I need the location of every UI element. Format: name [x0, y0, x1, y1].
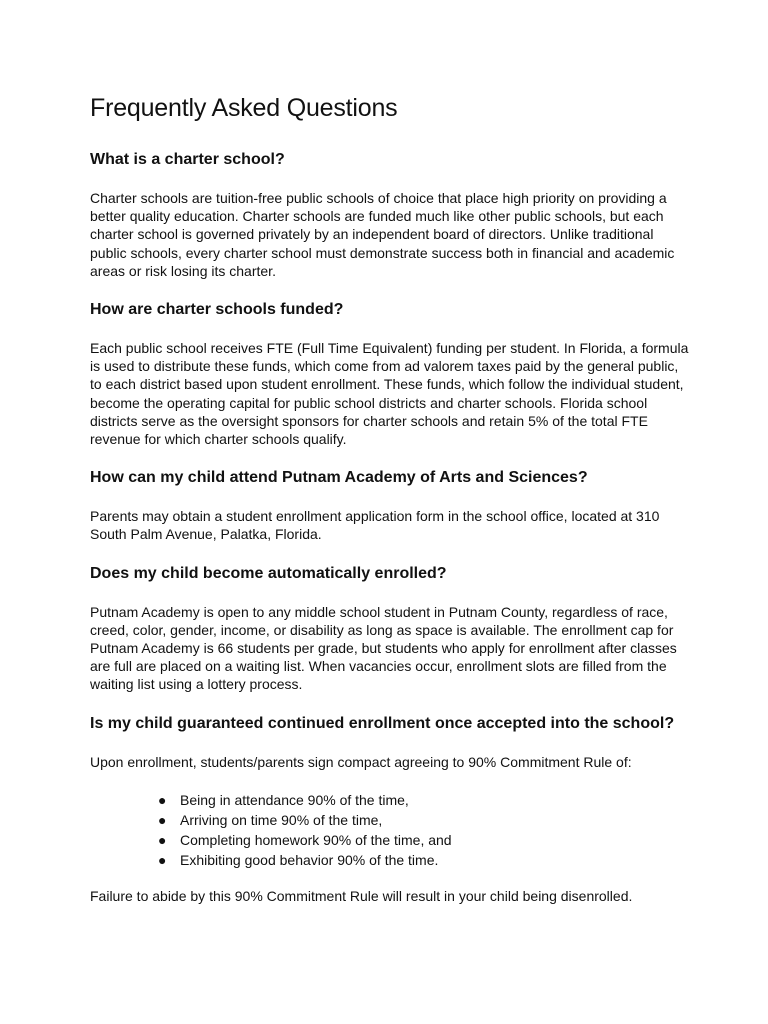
list-item-text: Exhibiting good behavior 90% of the time. — [180, 851, 439, 868]
list-item — [158, 850, 690, 870]
document-page — [90, 92, 690, 924]
faq-answer-4: Putnam Academy is open to any middle school student in Putnam County, regardless of race, creed, color, gender, income, or disability as long as space is available. The enrollment cap for Putnam Academy is 66 students per grade, but students who apply for enrollment after classes are full are placed on a waiting list. When vacancies occur, enrollment slots are filled from the waiting list using a lottery process. — [90, 603, 677, 693]
faq-question-5: Is my child guaranteed continued enrollment once accepted into the school? — [90, 714, 675, 732]
bullet-icon: ● — [158, 791, 167, 808]
faq-question-1: What is a charter school? — [90, 151, 285, 168]
list-item — [158, 790, 690, 810]
faq-answer-3: Parents may obtain a student enrollment application form in the school office, located at 310 South Palm Avenue, Palatka, Florida. — [90, 508, 660, 543]
bullet-icon: ● — [158, 811, 167, 828]
faq-question-4: Does my child become automatically enrolled? — [90, 564, 447, 582]
faq-answer-5: Upon enrollment, students/parents sign compact agreeing to 90% Commitment Rule of: — [90, 753, 632, 770]
bullet-icon: ● — [158, 831, 167, 848]
page-title: Frequently Asked Questions — [90, 94, 398, 122]
faq-footer-note: Failure to abide by this 90% Commitment Rule will result in your child being disenrolled. — [90, 887, 633, 904]
faq-answer-1: Charter schools are tuition-free public schools of choice that place high priority on providing a better quality education. Charter schools are funded much like other public schools, but each charter school is governed privately by an independent board of directors. Unlike traditional public schools, every charter school must demonstrate success both in financial and academic areas or risk losing its charter. — [90, 190, 675, 279]
list-item-text: Being in attendance 90% of the time, — [180, 791, 409, 808]
list-item-text: Arriving on time 90% of the time, — [180, 811, 383, 828]
list-item-text: Completing homework 90% of the time, and — [180, 831, 452, 848]
list-item — [158, 830, 690, 850]
faq-question-3: How can my child attend Putnam Academy of Arts and Sciences? — [90, 469, 588, 487]
faq-answer-2: Each public school receives FTE (Full Time Equivalent) funding per student. In Florida, a formula is used to distribute these funds, which come from ad valorem taxes paid by the general public, to each district based upon student enrollment. These funds, which follow the individual student, become the operating capital for public school districts and charter schools. Florida school districts serve as the oversight sponsors for charter schools and retain 5% of the total FTE revenue for which charter schools qualify. — [90, 340, 689, 448]
commitment-rule-list — [90, 790, 690, 870]
faq-question-2: How are charter schools funded? — [90, 301, 344, 319]
bullet-icon: ● — [158, 851, 167, 868]
list-item — [158, 810, 690, 830]
